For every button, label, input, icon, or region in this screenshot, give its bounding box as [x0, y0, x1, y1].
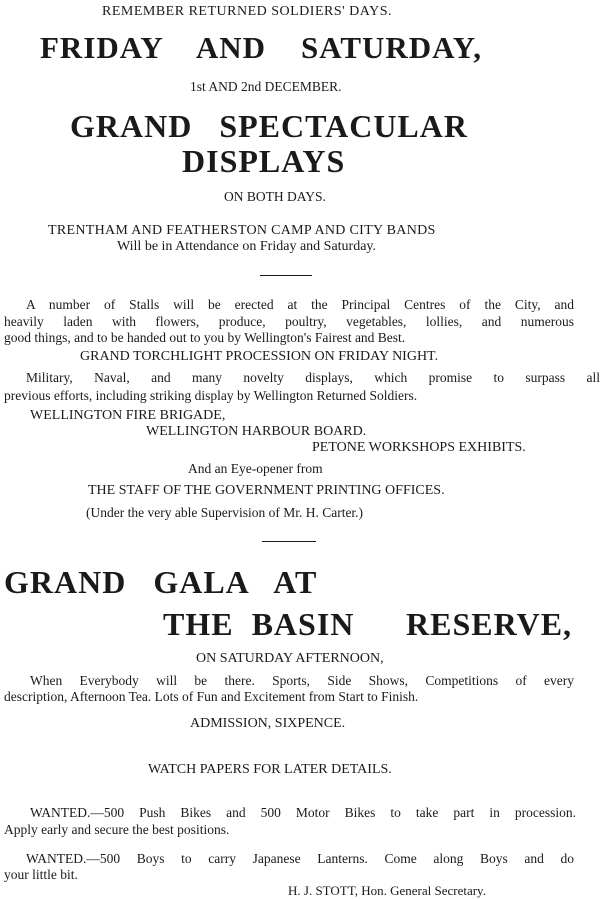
admission-line: ADMISSION, SIXPENCE.: [190, 716, 346, 731]
bands-line-1: TRENTHAM AND FEATHERSTON CAMP AND CITY BANDS: [48, 223, 436, 238]
grand-spectacular-title: GRAND SPECTACULAR: [70, 108, 468, 144]
military-line-2: previous efforts, including striking display by Wellington Returned Soldiers.: [4, 388, 418, 403]
reserve-title: RESERVE,: [406, 606, 573, 642]
date-line: 1st AND 2nd DECEMBER.: [190, 79, 342, 94]
basin-title: THE BASIN: [163, 606, 355, 642]
supervision-line: (Under the very able Supervision of Mr. H. Carter.): [86, 505, 364, 520]
wanted-boys-line-1: WANTED.—500 Boys to carry Japanese Lanterns. Come along Boys and do: [26, 851, 574, 866]
watch-papers-line: WATCH PAPERS FOR LATER DETAILS.: [148, 762, 392, 777]
wanted-bikes-line-2: Apply early and secure the best positions.: [4, 822, 230, 837]
torchlight-procession: GRAND TORCHLIGHT PROCESSION ON FRIDAY NIGHT.: [80, 349, 439, 364]
stalls-line-2: heavily laden with flowers, produce, poultry, vegetables, lollies, and numerous: [4, 314, 574, 329]
section-divider: [260, 275, 312, 276]
harbour-board: WELLINGTON HARBOUR BOARD.: [146, 424, 367, 439]
stalls-line-3: good things, and to be handed out to you by Wellington's Fairest and Best.: [4, 330, 406, 345]
section-divider: [262, 541, 316, 542]
fire-brigade: WELLINGTON FIRE BRIGADE,: [30, 408, 226, 423]
remember-line: REMEMBER RETURNED SOLDIERS' DAYS.: [102, 4, 392, 19]
saturday-afternoon: ON SATURDAY AFTERNOON,: [196, 651, 384, 666]
petone-workshops: PETONE WORKSHOPS EXHIBITS.: [312, 440, 526, 455]
eye-opener-line: And an Eye-opener from: [188, 461, 323, 476]
days-title: FRIDAY AND SATURDAY,: [40, 30, 483, 65]
stalls-line-1: A number of Stalls will be erected at the Principal Centres of the City, and: [26, 297, 574, 312]
both-days-line: ON BOTH DAYS.: [224, 189, 326, 204]
wanted-boys-line-2: your little bit.: [4, 867, 78, 882]
secretary-signature: H. J. STOTT, Hon. General Secretary.: [288, 883, 486, 898]
printing-offices-line: THE STAFF OF THE GOVERNMENT PRINTING OFFICES.: [88, 483, 445, 498]
displays-title: DISPLAYS: [182, 143, 346, 179]
gala-desc-line-1: When Everybody will be there. Sports, Side Shows, Competitions of every: [30, 673, 574, 688]
military-line-1: Military, Naval, and many novelty displays, which promise to surpass all: [26, 370, 600, 385]
wanted-bikes-line-1: WANTED.—500 Push Bikes and 500 Motor Bikes to take part in procession.: [30, 805, 576, 820]
bands-line-2: Will be in Attendance on Friday and Saturday.: [117, 239, 377, 254]
gala-desc-line-2: description, Afternoon Tea. Lots of Fun and Excitement from Start to Finish.: [4, 689, 419, 704]
grand-gala-title: GRAND GALA AT: [4, 564, 318, 600]
